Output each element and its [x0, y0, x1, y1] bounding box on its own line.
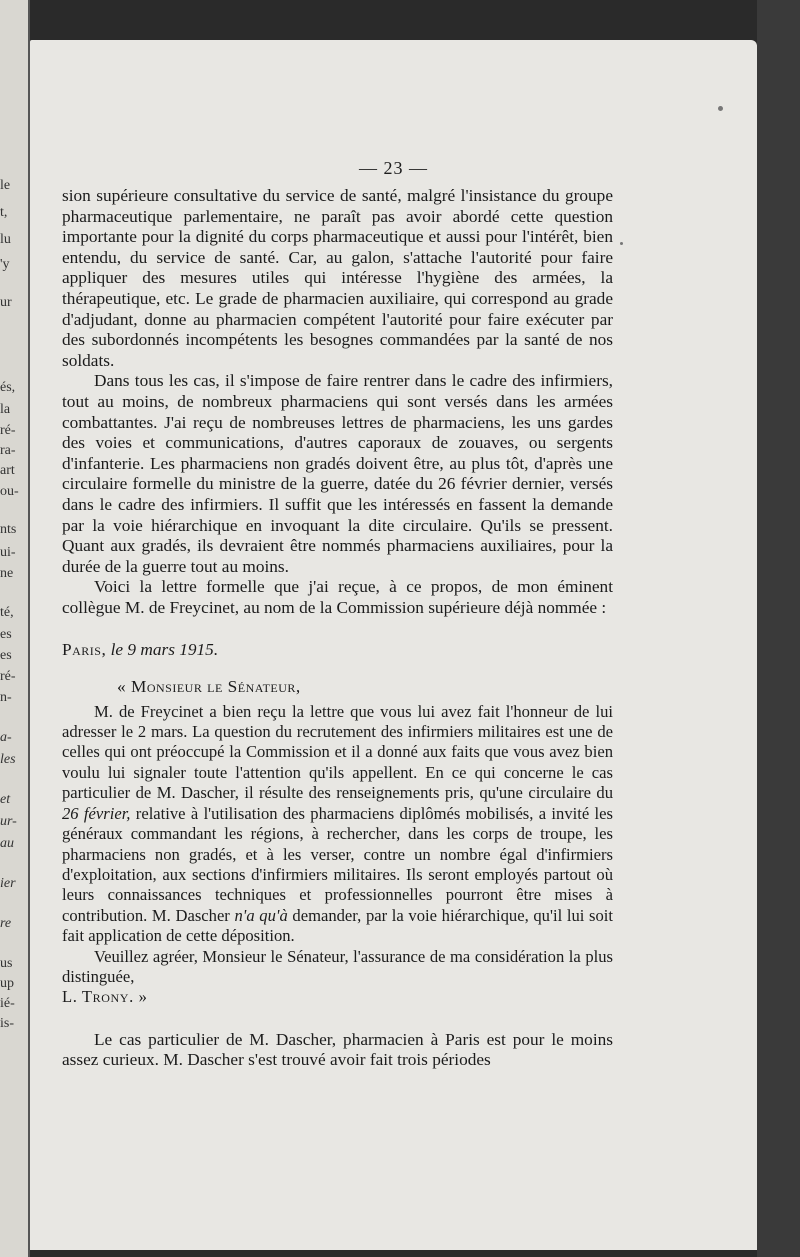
margin-fragment: ou- [0, 484, 19, 499]
margin-fragment: a- [0, 730, 12, 745]
margin-fragment: lu [0, 232, 11, 247]
margin-fragment: 'y [0, 257, 10, 272]
paragraph: Dans tous les cas, il s'impose de faire rentrer dans le cadre des infirmiers, tout au moins, de nombreux pharmaciens qui sont versés dans les armées combattantes. J'ai reçu de nombreuses lettres de pharmaciens, les uns gardes des voies et communications, d'autres caporaux de zouaves, ou sergents d'infanterie. Les pharmaciens non gradés doivent être, au plus tôt, d'après une circulaire formelle du ministre de la guerre, datée du 26 février dernier, versés dans le cadre des infirmiers. Il suffit que les intéressés en fassent la demande par la voie hiérarchique en invoquant la dite circulaire. Qu'ils se pressent. Quant aux gradés, ils devraient être nommés pharmaciens auxiliaires, pour la durée de la guerre tout au moins. [62, 371, 613, 576]
margin-fragment: ré- [0, 423, 16, 438]
letter-text: relative à l'utilisation des pharmaciens diplômés mobilisés, a invité les généraux commandant les régions, à rechercher, dans les corps de troupe, les pharmaciens non gradés, et à les verser, contre un nombre égal d'infirmiers d'exploitation, aux sections d'infirmiers militaires. Ils seront employés partout où leurs connaissances techniques et professionnelles pourront être mises à contribution. M. Dascher [62, 803, 613, 925]
paper-speck [718, 106, 723, 111]
book-page [30, 40, 757, 1250]
letter-closing: Veuillez agréer, Monsieur le Sénateur, l'assurance de ma considération la plus distinguée, [62, 946, 613, 986]
margin-fragment: les [0, 752, 16, 767]
letter-place: Paris, [62, 640, 107, 660]
scan-background [757, 0, 800, 1257]
letter-date-reference: 26 février, [62, 803, 131, 823]
letter-emphasis: n'a qu'à [234, 905, 288, 925]
paragraph: sion supérieure consultative du service de santé, malgré l'insistance du groupe pharmaceutique parlementaire, ne paraît pas avoir abordé cette question importante pour la dignité du corps pharmaceutique et aussi pour l'intérêt, bien entendu, du service de santé. Car, au galon, s'attache l'autorité pour faire appliquer des mesures utiles qui intéresse l'hygiène des armées, la thérapeutique, etc. Le grade de pharmacien auxiliaire, qui correspond au grade d'adjudant, donne au pharmacien compétent l'autorité pour faire exécuter par des subordonnés incompétents les besognes commandées par la santé de nos soldats. [62, 186, 613, 370]
margin-fragment: us [0, 956, 13, 971]
letter-paragraph [62, 702, 613, 947]
page-number: — 23 — [359, 158, 428, 178]
letter-body [62, 702, 613, 1008]
paragraph: Voici la lettre formelle que j'ai reçue, à ce propos, de mon éminent collègue M. de Freycinet, au nom de la Commission supérieure déjà nommée : [62, 577, 613, 617]
margin-fragment: ur- [0, 814, 17, 829]
margin-fragment: ui- [0, 545, 16, 560]
paragraph: Le cas particulier de M. Dascher, pharmacien à Paris est pour le moins assez curieux. M. Dascher s'est trouvé avoir fait trois périodes [62, 1029, 613, 1070]
margin-fragment: és, [0, 380, 16, 395]
letter-text: demander, par la voie hiérarchique, qu'il lui soit fait application de cette déposition. [62, 905, 613, 946]
margin-fragment: up [0, 976, 14, 991]
letter-date: le 9 mars 1915. [110, 640, 219, 660]
margin-fragment: nts [0, 522, 17, 537]
margin-fragment: ur [0, 295, 12, 310]
margin-fragment: ier [0, 876, 16, 891]
letter-text: M. de Freycinet a bien reçu la lettre que vous lui avez fait l'honneur de lui adresser le 2 mars. La question du recrutement des infirmiers militaires est une de celles qui ont préoccupé la Commission et il a donné aux faits que vous avez bien voulu lui signaler toute l'attention qu'ils appellent. En ce qui concerne le cas particulier de M. Dascher, il résulte des renseignements pris, qu'une circulaire du [62, 701, 613, 803]
margin-fragment: is- [0, 1016, 14, 1031]
margin-fragment: ré- [0, 669, 16, 684]
margin-fragment: la [0, 402, 11, 417]
margin-fragment: n- [0, 690, 12, 705]
adjacent-page-edge [0, 0, 30, 1257]
margin-fragment: art [0, 463, 15, 478]
letter-salutation: « Monsieur le Sénateur, [117, 677, 301, 697]
margin-fragment: es [0, 648, 12, 663]
margin-fragment: t, [0, 205, 8, 220]
margin-fragment: et [0, 792, 11, 807]
margin-fragment: es [0, 627, 12, 642]
margin-fragment: au [0, 836, 14, 851]
margin-fragment: le [0, 178, 11, 193]
letter-signature: L. Trony. » [62, 987, 148, 1007]
paper-speck [620, 242, 623, 245]
margin-fragment: ra- [0, 443, 16, 458]
page-body [62, 186, 613, 1071]
letter-dateline [62, 640, 613, 661]
margin-fragment: re [0, 916, 12, 931]
margin-fragment: ié- [0, 996, 15, 1011]
margin-fragment: té, [0, 605, 14, 620]
margin-fragment: ne [0, 566, 14, 581]
